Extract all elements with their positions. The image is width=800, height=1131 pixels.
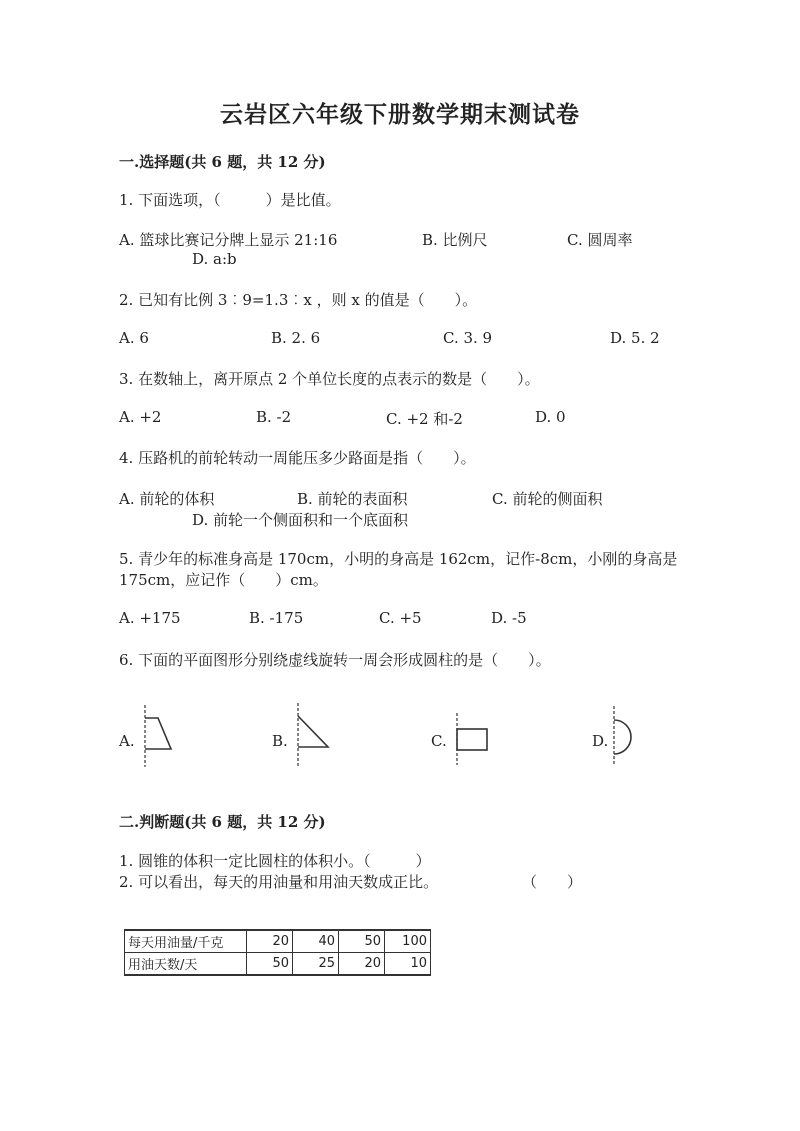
table-cell: 50 (247, 953, 293, 976)
question-3-option-d: D. 0 (535, 408, 566, 426)
judgement-2-blank: （ ） (522, 873, 583, 891)
question-4-option-d: D. 前轮一个侧面积和一个底面积 (192, 511, 409, 529)
figure-label-a: A. (119, 732, 135, 750)
table-row (125, 953, 431, 976)
table-cell: 20 (247, 930, 293, 953)
oil-usage-table (124, 929, 431, 976)
question-2-option-a: A. 6 (119, 329, 149, 347)
figure-label-d: D. (592, 732, 609, 750)
question-3-option-c: C. +2 和-2 (386, 410, 463, 428)
section-heading-choice: 一.选择题(共 6 题，共 12 分) (119, 153, 326, 171)
question-2-option-b: B. 2. 6 (271, 329, 321, 347)
judgement-1-stem: 1. 圆锥的体积一定比圆柱的体积小。（ ） (119, 852, 431, 870)
question-1-option-b: B. 比例尺 (422, 231, 488, 249)
table-cell: 20 (339, 953, 385, 976)
figure-a-trapezoid (138, 705, 178, 769)
table-row-label: 每天用油量/千克 (125, 930, 247, 953)
table-cell: 50 (339, 930, 385, 953)
table-cell: 100 (385, 930, 431, 953)
page-title: 云岩区六年级下册数学期末测试卷 (220, 101, 580, 128)
table-cell: 10 (385, 953, 431, 976)
question-5-option-a: A. +175 (119, 609, 181, 627)
figure-b-triangle (291, 703, 335, 769)
question-1-option-c: C. 圆周率 (567, 231, 633, 249)
question-1-option-a: A. 篮球比赛记分牌上显示 21:16 (119, 231, 338, 249)
question-5-option-b: B. -175 (249, 609, 304, 627)
figure-c-rectangle (450, 713, 494, 767)
table-row (125, 930, 431, 953)
question-5-option-d: D. -5 (491, 609, 527, 627)
section-heading-judgement: 二.判断题(共 6 题，共 12 分) (119, 813, 326, 831)
question-5-stem-line2: 175cm，应记作（ ）cm。 (119, 571, 328, 589)
question-2-option-c: C. 3. 9 (443, 329, 493, 347)
question-3-stem: 3. 在数轴上，离开原点 2 个单位长度的点表示的数是（ ）。 (119, 370, 540, 388)
question-1-stem: 1. 下面选项，（ ）是比值。 (119, 191, 341, 209)
question-3-option-a: A. +2 (119, 408, 162, 426)
question-4-option-b: B. 前轮的表面积 (297, 490, 408, 508)
figure-d-semicircle (607, 706, 641, 768)
figure-label-c: C. (431, 732, 447, 750)
question-1-option-d: D. a:b (192, 250, 237, 268)
question-4-option-c: C. 前轮的侧面积 (492, 490, 603, 508)
question-2-stem: 2. 已知有比例 3︰9=1.3︰x ，则 x 的值是（ ）。 (119, 291, 478, 309)
question-3-option-b: B. -2 (256, 408, 292, 426)
question-4-stem: 4. 压路机的前轮转动一周能压多少路面是指（ ）。 (119, 449, 476, 467)
question-4-option-a: A. 前轮的体积 (119, 490, 215, 508)
table-row-label: 用油天数/天 (125, 953, 247, 976)
figure-label-b: B. (272, 732, 288, 750)
question-5-option-c: C. +5 (379, 609, 422, 627)
table-cell: 25 (293, 953, 339, 976)
table-cell: 40 (293, 930, 339, 953)
question-2-option-d: D. 5. 2 (610, 329, 660, 347)
judgement-2-stem: 2. 可以看出，每天的用油量和用油天数成正比。 (119, 873, 439, 891)
question-6-stem: 6. 下面的平面图形分别绕虚线旋转一周会形成圆柱的是（ ）。 (119, 651, 551, 669)
question-5-stem-line1: 5. 青少年的标准身高是 170cm，小明的身高是 162cm，记作-8cm，小刚的身高是 (119, 550, 678, 568)
